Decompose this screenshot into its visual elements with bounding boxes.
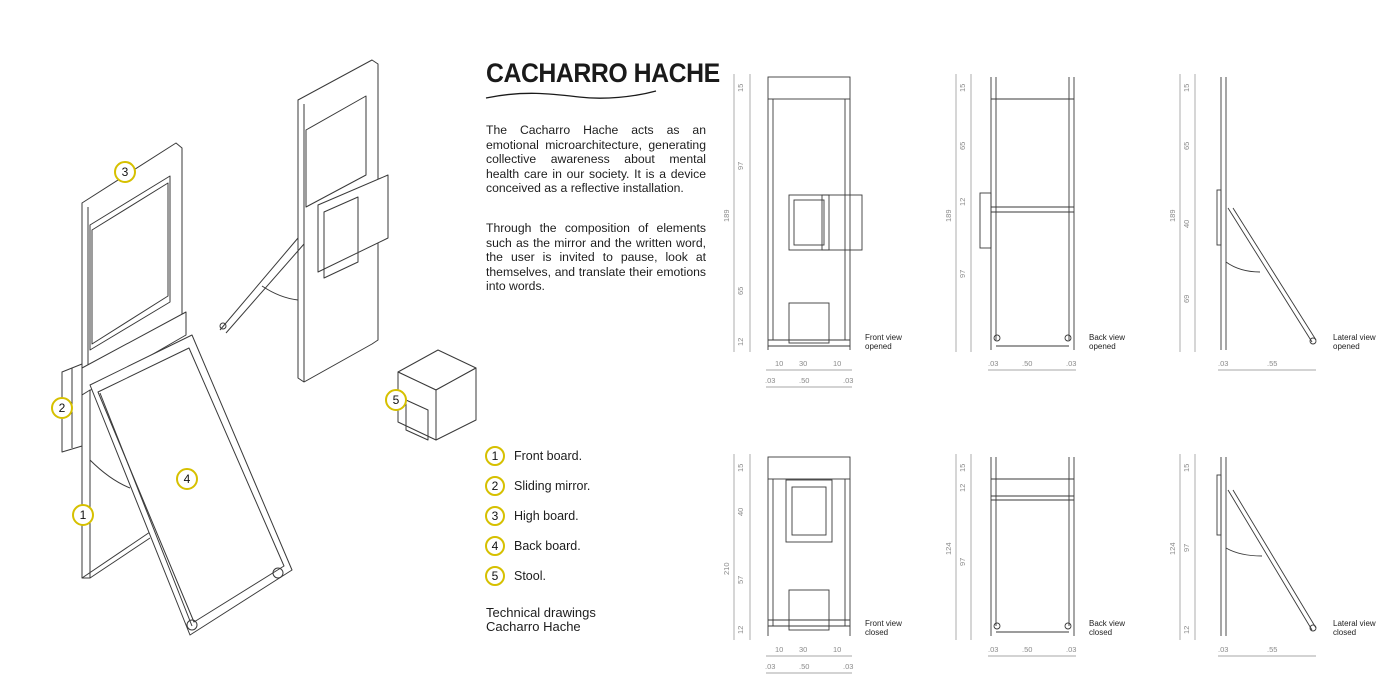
caption-back-closed: Back view closed [1089,619,1126,637]
dimension-lines [734,74,1316,673]
dim-lo-1: 15 [1182,83,1191,92]
dim-bc-1: 15 [958,463,967,472]
dim-fo-2: 97 [736,161,745,170]
legend-item [485,441,590,471]
dim-bc-2: 12 [958,483,967,492]
dim-bo-total: 189 [944,209,953,222]
dim-bc-b3: .03 [1066,645,1077,654]
title-underline-swoosh [484,88,659,102]
legend-number: 2 [485,476,505,496]
axonometric-drawing [0,0,480,700]
dim-lc-2: 97 [1182,543,1191,552]
caption-lateral-opened: Lateral view opened [1333,333,1376,351]
dim-fc-4: 12 [736,625,745,634]
dim-fo-b1: .03 [765,376,776,385]
dim-bo-2: 65 [958,141,967,150]
dim-fc-3: 57 [736,575,745,584]
caption-back-opened: Back view opened [1089,333,1126,351]
dim-lc-total: 124 [1168,542,1177,555]
legend-label: High board. [514,509,579,523]
dim-lo-b2: .55 [1267,359,1278,368]
legend-label: Front board. [514,449,583,463]
dim-fc-2: 40 [736,507,745,516]
dim-fo-h3: 10 [833,359,842,368]
legend-number: 5 [485,566,505,586]
legend-number: 4 [485,536,505,556]
dim-fo-b3: .03 [843,376,854,385]
back-view-closed [991,457,1074,636]
caption-front-closed: Front view closed [865,619,902,637]
dim-lo-b1: .03 [1218,359,1229,368]
dim-lo-4: 69 [1182,294,1191,303]
axo-marker-3: 3 [114,161,136,183]
dim-lc-3: 12 [1182,625,1191,634]
legend-label: Back board. [514,539,581,553]
caption-front-opened: Front view opened [865,333,902,351]
description-paragraph-1: The Cacharro Hache acts as an emotional microarchitecture, generating collective awareness about mental health care in our society. It is a device conceived as a reflective installation. [486,123,706,196]
front-view-closed [768,457,850,636]
caption-line-1: Technical drawings [486,605,596,620]
dim-fc-b1: .03 [765,662,776,671]
legend-label: Stool. [514,569,546,583]
dimension-labels [722,84,1277,671]
axo-marker-1: 1 [72,504,94,526]
dim-bc-3: 97 [958,557,967,566]
legend-item [485,471,590,501]
dim-fc-h1: 10 [775,645,784,654]
legend [485,441,590,591]
dim-bc-total: 124 [944,542,953,555]
dim-lo-3: 40 [1182,219,1191,228]
dim-fc-1: 15 [736,463,745,472]
dim-bo-b1: .03 [988,359,999,368]
page-title: CACHARRO HACHE [486,58,720,88]
dim-fc-total: 210 [722,562,731,575]
dim-fo-3: 65 [736,286,745,295]
axo-marker-2: 2 [51,397,73,419]
dim-fo-4: 12 [736,337,745,346]
dim-lc-b1: .03 [1218,645,1229,654]
dim-lc-1: 15 [1182,463,1191,472]
legend-item [485,501,590,531]
dim-bc-b1: .03 [988,645,999,654]
back-view-opened [980,77,1074,350]
lateral-view-closed [1217,457,1316,636]
dim-fo-total: 189 [722,209,731,222]
stool [398,350,476,440]
caption-line-2: Cacharro Hache [486,619,581,634]
dim-bo-3: 12 [958,197,967,206]
technical-drawings-caption [486,606,596,634]
dim-fc-h3: 10 [833,645,842,654]
dim-fc-b3: .03 [843,662,854,671]
dim-bo-b2: .50 [1022,359,1033,368]
dim-bc-b2: .50 [1022,645,1033,654]
description-paragraph-2: Through the composition of elements such as the mirror and the written word, the user is invited to pause, look at themselves, and translate their emotions into words. [486,221,706,294]
dim-lo-total: 189 [1168,209,1177,222]
legend-label: Sliding mirror. [514,479,591,493]
dim-fo-h1: 10 [775,359,784,368]
dim-lc-b2: .55 [1267,645,1278,654]
lateral-view-opened [1217,77,1316,350]
axo-marker-5: 5 [385,389,407,411]
legend-item [485,561,590,591]
technical-views [710,0,1400,700]
dim-bo-4: 97 [958,269,967,278]
legend-number: 1 [485,446,505,466]
upright-assembly [220,60,388,382]
legend-number: 3 [485,506,505,526]
dim-lo-2: 65 [1182,141,1191,150]
axo-marker-4: 4 [176,468,198,490]
front-view-opened [768,77,862,350]
dim-bo-b3: .03 [1066,359,1077,368]
dim-bo-1: 15 [958,83,967,92]
dim-fo-b2: .50 [799,376,810,385]
legend-item [485,531,590,561]
dim-fo-h2: 30 [799,359,808,368]
dim-fo-1: 15 [736,83,745,92]
dim-fc-b2: .50 [799,662,810,671]
dim-fc-h2: 30 [799,645,808,654]
caption-lateral-closed: Lateral view closed [1333,619,1376,637]
